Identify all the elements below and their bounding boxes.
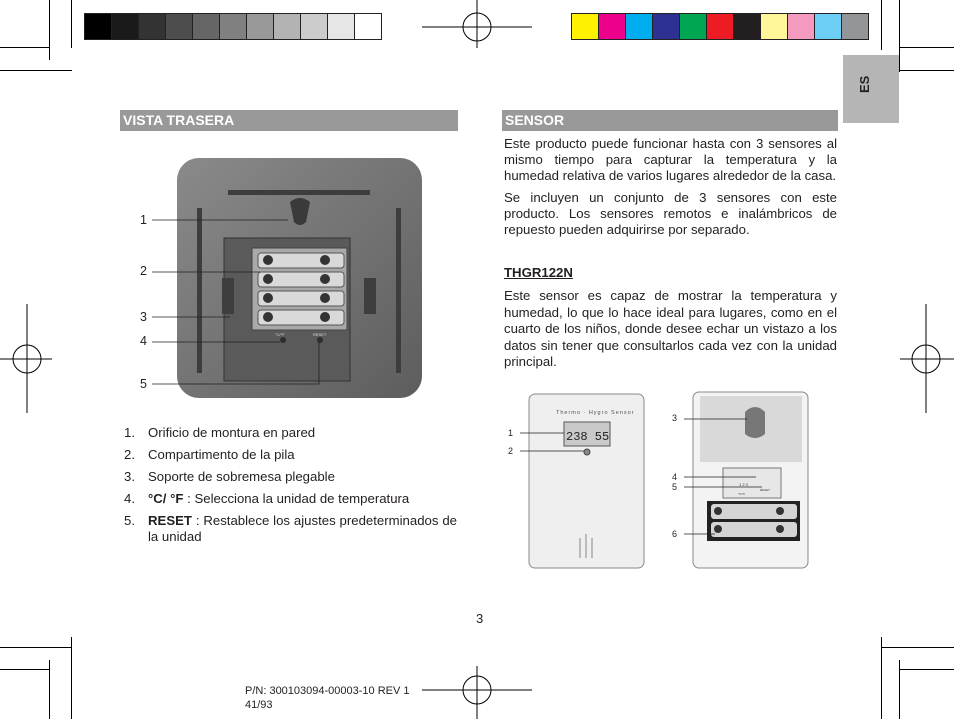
list-item: 4. °C/ °F : Selecciona la unidad de temperatura [124,491,410,506]
rear-view-illustration [120,150,440,410]
unit-switch [280,337,286,343]
sensor-paragraph-2: Se incluyen un conjunto de 3 sensores con este producto. Los sensores remotos e inalámbricos de repuesto pueden adquirirse por separado. [504,190,837,237]
language-tab [843,55,899,123]
footer-page-ref: 41/93 [245,699,273,711]
sensor-callout-2: 2 [508,446,514,456]
sensor-wall-hole [745,407,765,438]
stand-right [364,278,376,314]
sensor-callout-1: 1 [508,428,514,438]
sensor-illustration [500,388,820,573]
footer-part-number: P/N: 300103094-00003-10 REV 1 [245,685,410,697]
callout-5: 5 [140,377,147,391]
reset-label: RESET [313,332,327,337]
list-item: 3. Soporte de sobremesa plegable [124,469,335,484]
rear-view-parts-list [121,425,457,551]
stand-left [222,278,234,314]
section-header-rear-view: VISTA TRASERA [120,110,458,131]
list-item: 1. Orificio de montura en pared [124,425,316,440]
callout-2: 2 [140,264,147,278]
page-number: 3 [476,611,484,626]
callout-1: 1 [140,213,147,227]
sensor-paragraph-3: Este sensor es capaz de mostrar la temperatura y humedad, lo que lo hace ideal para lugares, como en el cuarto de los niños, donde desee echar un vistazo a los datos sin tener que consultarlos cada vez con la unidad principal. [504,288,837,369]
language-code: ES [857,75,872,93]
sensor-callout-4: 4 [672,472,678,482]
callout-3: 3 [140,310,147,324]
reset-button [317,337,323,343]
channel-switch-label: 1 2 3 [739,482,748,487]
list-item: 5. RESET : Restablece los ajustes predeterminados de la unidad [124,513,457,544]
sensor-switch-panel [723,468,781,498]
sensor-callout-6: 6 [672,529,678,539]
sensor-paragraph-1: Este producto puede funcionar hasta con 3 sensores al mismo tiempo para capturar la temperatura y la humedad relativa de varios lugares alrededor de la casa. [504,136,837,183]
list-item: 2. Compartimento de la pila [124,447,295,462]
sensor-callout-3: 3 [672,413,678,423]
sensor-callout-5: 5 [672,482,678,492]
sensor-lcd-value: 238 55 [566,430,610,444]
unit-switch-label: °C/°F [275,332,285,337]
sensor-unit-switch-label: °C/°F [738,492,746,496]
sensor-model: THGR122N [504,265,573,280]
sensor-front-label: Thermo · Hygro Sensor [556,410,635,416]
sensor-reset-label: RESET [760,488,771,492]
sensor-led [584,449,590,455]
callout-4: 4 [140,334,147,348]
section-header-sensor: SENSOR [502,110,838,131]
